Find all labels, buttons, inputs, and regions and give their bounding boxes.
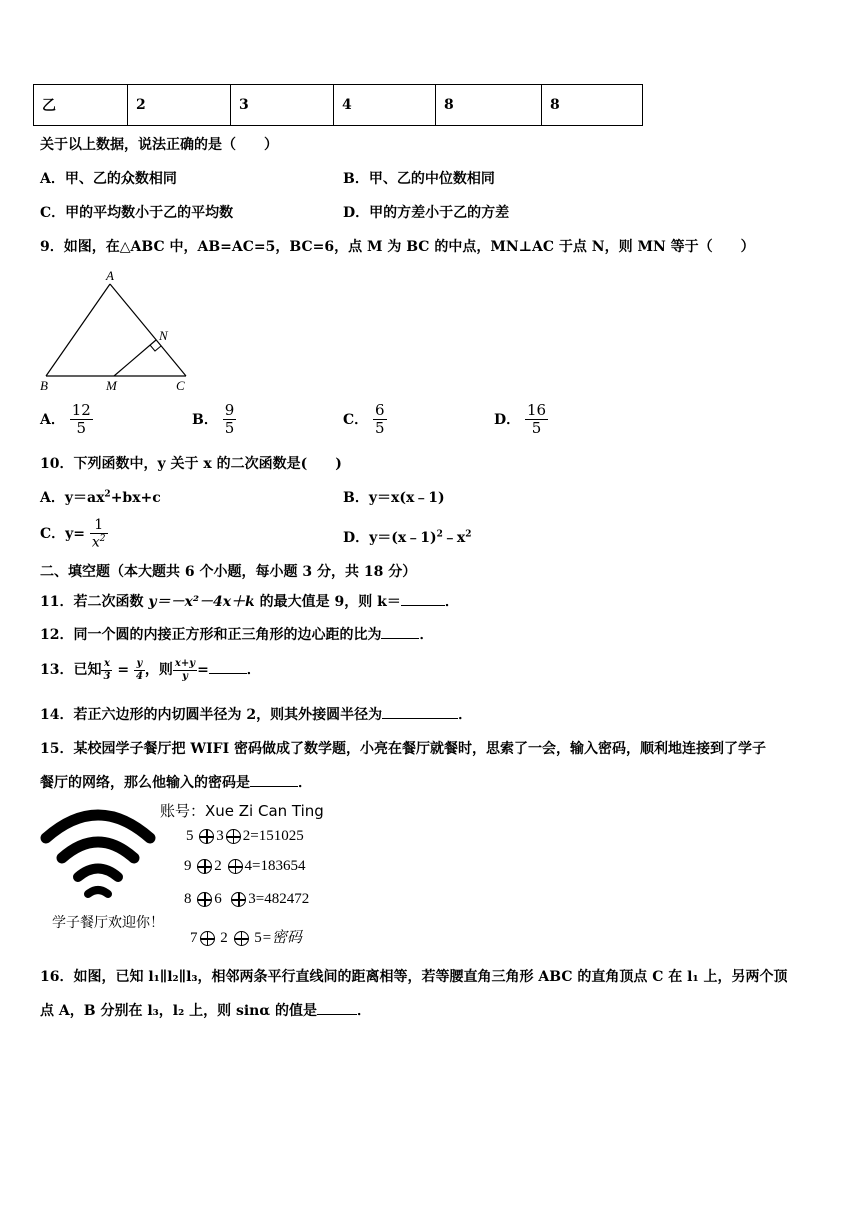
circled-plus-icon: [197, 892, 212, 907]
circled-plus-icon: [228, 859, 243, 874]
table-cell: 8: [436, 85, 542, 126]
table-cell: 乙: [34, 85, 128, 126]
q16-line1: 16．如图，已知 l₁∥l₂∥l₃，相邻两条平行直线间的距离相等，若等腰直角三角形 ABC 的直角顶点 C 在 l₁ 上，另两个顶: [40, 969, 788, 985]
q14: 14．若正六边形的内切圆半径为 2，则其外接圆半径为 ．: [40, 707, 473, 723]
q8-option-d: D．甲的方差小于乙的方差: [343, 205, 510, 221]
q10-stem: 10．下列函数中，y 关于 x 的二次函数是( ): [40, 456, 342, 472]
wifi-equation-1: 5 3 2=151025: [186, 828, 304, 844]
circled-plus-icon: [199, 829, 214, 844]
q15-line2: 餐厅的网络，那么他输入的密码是 ．: [40, 775, 312, 791]
q8-stem: 关于以上数据，说法正确的是（ ）: [40, 137, 278, 153]
wifi-icon: [40, 806, 156, 910]
wifi-account: 账号：Xue Zi Can Ting: [160, 802, 324, 820]
label-m: M: [106, 378, 117, 393]
q10-option-a: A．$y=ax^2+bx+c$: [40, 489, 161, 506]
wifi-equation-3: 8 6 3=482472: [184, 891, 310, 907]
q9-option-d: D． $\frac{16}{5}$: [494, 401, 547, 438]
wifi-equation-4: 7 2 5=密码: [190, 930, 302, 946]
side-ac: [110, 284, 186, 376]
label-c: C: [176, 378, 185, 393]
q15-line1: 15．某校园学子餐厅把 WIFI 密码做成了数学题，小亮在餐厅就餐时，思索了一会，输入密码，顺利地连接到了学子: [40, 741, 766, 757]
circled-plus-icon: [200, 931, 215, 946]
q8-option-c: C．甲的平均数小于乙的平均数: [40, 205, 234, 221]
q10-option-c: C．y= $\frac{1}{x^2}$: [40, 517, 106, 551]
q8-option-a: A．甲、乙的众数相同: [40, 171, 177, 187]
label-n: N: [159, 328, 168, 343]
right-angle-mark: [150, 345, 161, 351]
side-ab: [46, 284, 110, 376]
answer-blank[interactable]: [401, 605, 445, 606]
section-title: 二、填空题（本大题共 6 个小题，每小题 3 分，共 18 分）: [40, 564, 417, 580]
q8-option-b: B．甲、乙的中位数相同: [343, 171, 495, 187]
answer-blank[interactable]: [382, 718, 458, 719]
wifi-welcome: 学子餐厅欢迎你！: [52, 915, 164, 931]
q13: 13．已知 $\frac{x}{3}$ = $\frac{y}{4}$ ，则 $\frac{x+y}{y}$ = ．: [40, 658, 261, 682]
q12: 12．同一个圆的内接正方形和正三角形的边心距的比为 ．: [40, 627, 434, 643]
table-row: [34, 85, 643, 126]
table-cell: 3: [231, 85, 334, 126]
q9-option-b: B． $\frac{9}{5}$: [192, 401, 235, 438]
answer-blank[interactable]: [381, 638, 419, 639]
triangle-figure: [36, 266, 196, 396]
table-cell: 8: [542, 85, 643, 126]
q11: 11．若二次函数 y＝－x²－4x＋k 的最大值是 9，则 k＝ ．: [40, 594, 459, 610]
q16-line2: 点 A，B 分别在 l₃，l₂ 上，则 sinα 的值是 ．: [40, 1003, 371, 1019]
table-cell: 2: [128, 85, 231, 126]
label-b: B: [40, 378, 48, 393]
circled-plus-icon: [234, 931, 249, 946]
q10-option-d: D．$y=(x﹣1)^2﹣x^2$: [343, 529, 472, 546]
q9-option-c: C． $\frac{6}{5}$: [343, 401, 385, 438]
table-cell: 4: [334, 85, 436, 126]
wifi-equation-2: 9 2 4=183654: [184, 858, 306, 874]
q9-option-a: A． $\frac{12}{5}$: [40, 401, 91, 438]
q10-option-b: B．y＝x(x﹣1): [343, 490, 445, 506]
label-a: A: [106, 268, 114, 283]
circled-plus-icon: [226, 829, 241, 844]
answer-blank[interactable]: [250, 786, 298, 787]
answer-blank[interactable]: [209, 673, 247, 674]
circled-plus-icon: [231, 892, 246, 907]
q9-stem: 9．如图，在△ABC 中，AB=AC=5，BC=6，点 M 为 BC 的中点，MN⊥AC 于点 N，则 MN 等于（ ）: [40, 239, 755, 255]
circled-plus-icon: [197, 859, 212, 874]
answer-blank[interactable]: [317, 1014, 357, 1015]
data-table: [33, 84, 643, 126]
